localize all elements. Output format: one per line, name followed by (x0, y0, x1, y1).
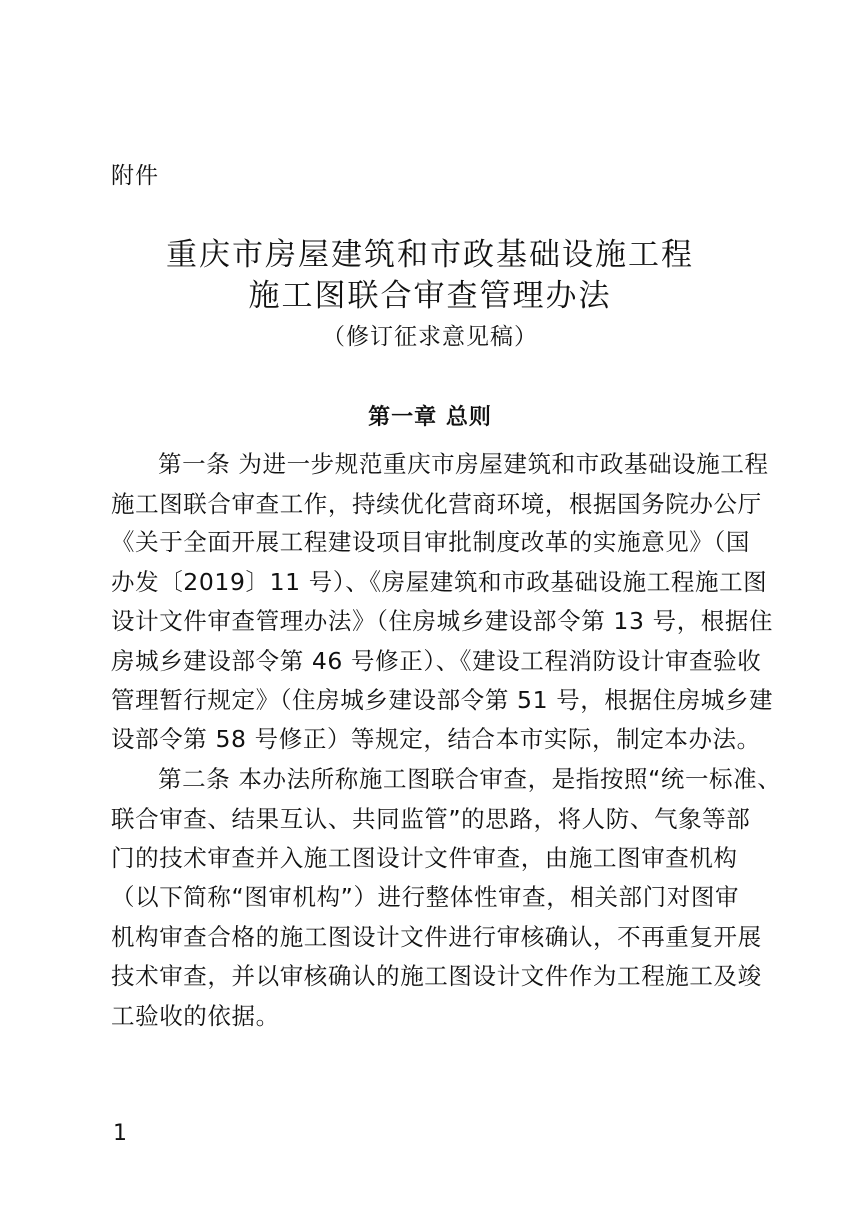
article-1-line: 《关于全面开展工程建设项目审批制度改革的实施意见》（国 (111, 528, 750, 556)
article-2-line: （以下简称“图审机构”）进行整体性审查，相关部门对图审 (111, 883, 740, 911)
article-2-line: 门的技术审查并入施工图设计文件审查，由施工图审查机构 (111, 844, 738, 872)
page-number: 1 (113, 1121, 127, 1146)
article-1-line: 施工图联合审查工作，持续优化营商环境，根据国务院办公厅 (111, 490, 762, 518)
article-1-line: 设计文件审查管理办法》（住房城乡建设部令第 13 号，根据住 (111, 607, 774, 635)
article-1-line: 管理暂行规定》（住房城乡建设部令第 51 号，根据住房城乡建 (111, 686, 774, 714)
article-2-line: 第二条 本办法所称施工图联合审查，是指按照“统一标准、 (158, 765, 782, 793)
article-2-line: 工验收的依据。 (111, 1002, 280, 1030)
article-2-line: 联合审查、结果互认、共同监管”的思路，将人防、气象等部 (111, 805, 751, 833)
article-1-line: 设部令第 58 号修正）等规定，结合本市实际，制定本办法。 (111, 725, 761, 753)
document-title-line-2: 施工图联合审查管理办法 (248, 278, 612, 314)
article-2-line: 技术审查，并以审核确认的施工图设计文件作为工程施工及竣 (111, 962, 762, 990)
article-1-line: 第一条 为进一步规范重庆市房屋建筑和市政基础设施工程 (158, 450, 769, 478)
article-1-line: 办发〔2019〕11 号）、《房屋建筑和市政基础设施工程施工图 (111, 568, 768, 596)
document-title-line-1: 重庆市房屋建筑和市政基础设施工程 (166, 237, 694, 273)
chapter-heading: 第一章 总则 (368, 405, 492, 430)
article-1-line: 房城乡建设部令第 46 号修正）、《建设工程消防设计审查验收 (111, 647, 762, 675)
attachment-label: 附件 (111, 163, 159, 189)
article-2-line: 机构审查合格的施工图设计文件进行审核确认，不再重复开展 (111, 923, 762, 951)
document-subtitle: （修订征求意见稿） (322, 324, 538, 350)
